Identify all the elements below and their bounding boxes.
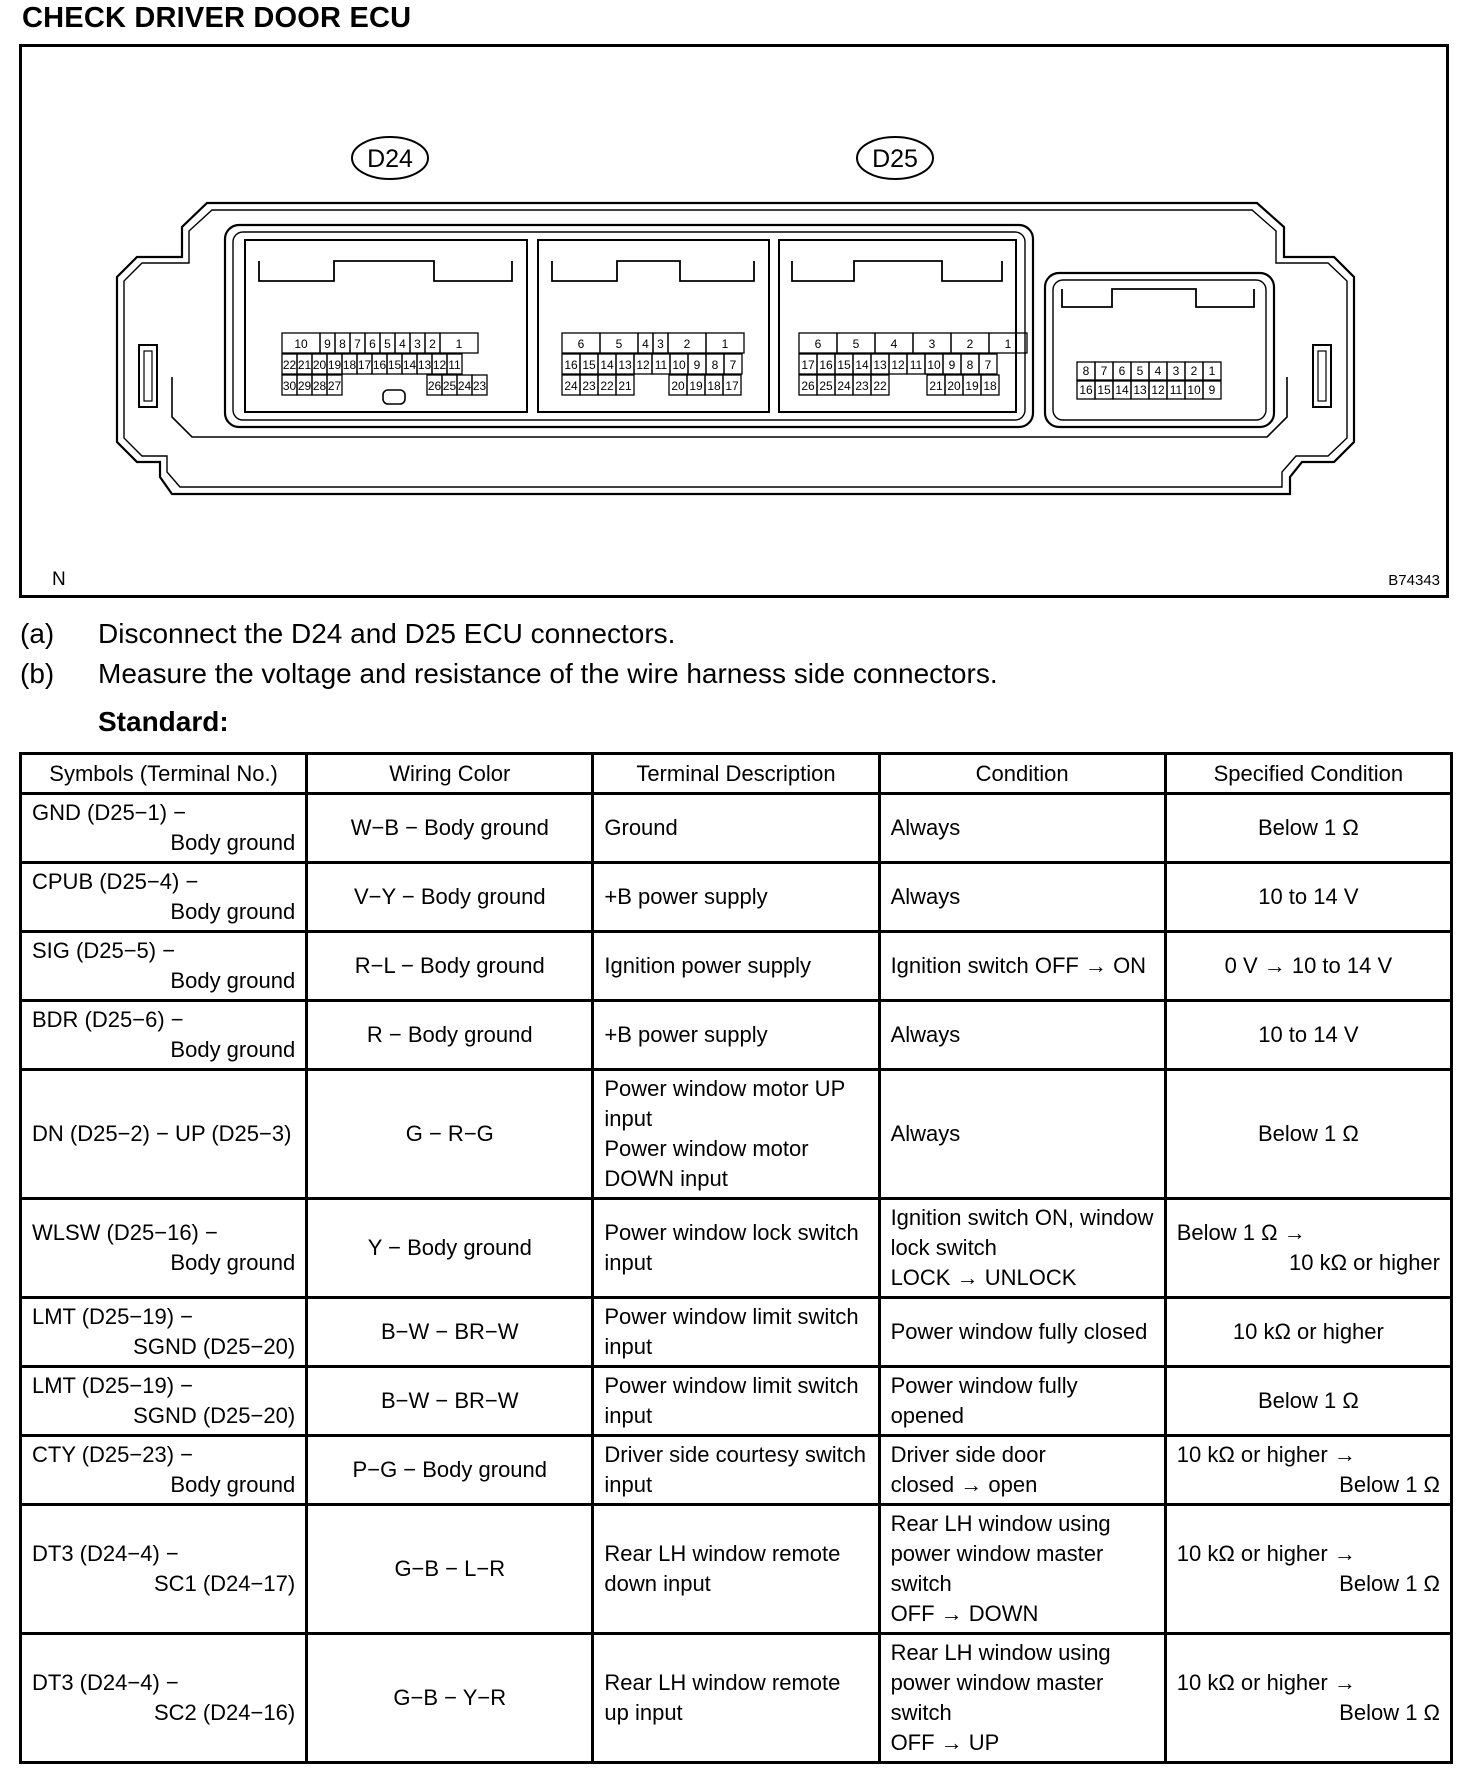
cell-wiring-color: R − Body ground (307, 1001, 593, 1070)
symbol-start: GND (D25−1) − (32, 800, 187, 825)
spec-start: 10 kΩ or higher → (1176, 1670, 1356, 1695)
table-row (21, 1505, 1452, 1634)
pin-number: 19 (689, 379, 703, 393)
cell-wiring-color: W−B − Body ground (307, 794, 593, 863)
connector-d25-label: D25 (872, 145, 918, 173)
pin-number: 8 (339, 337, 346, 351)
cell-terminal-description: Rear LH window remote down input (593, 1505, 879, 1634)
pin-number: 5 (852, 337, 860, 351)
spec-start: Below 1 Ω → (1176, 1220, 1306, 1245)
symbol-start: DT3 (D24−4) − (32, 1670, 179, 1695)
pin-number: 2 (429, 337, 436, 351)
cell-symbols (21, 932, 307, 1001)
pin-number: 21 (929, 379, 943, 393)
connector-pin-grids (282, 333, 1221, 399)
symbol-start: SIG (D25−5) − (32, 938, 176, 963)
spec-end: 10 kΩ or higher (1289, 1250, 1440, 1275)
cell-condition: Rear LH window using power window master switch OFF → DOWN (879, 1505, 1165, 1634)
symbol-end: SGND (D25−20) (133, 1403, 296, 1428)
table-header-row (21, 754, 1452, 794)
pin-number: 19 (965, 379, 979, 393)
pin-number: 18 (983, 379, 997, 393)
cell-wiring-color: G−B − L−R (307, 1505, 593, 1634)
cell-symbols (21, 1505, 307, 1634)
pin-number: 28 (312, 379, 327, 393)
symbol-start: CTY (D25−23) − (32, 1442, 194, 1467)
pin-number: 15 (387, 358, 402, 372)
pin-number: 22 (600, 379, 614, 393)
pin-number: 4 (399, 337, 406, 351)
pin-number: 24 (564, 379, 578, 393)
pin-number: 15 (1097, 383, 1111, 397)
header-specified-condition: Specified Condition (1165, 754, 1451, 794)
small-connector-frame (1045, 273, 1274, 427)
cell-terminal-description: +B power supply (593, 863, 879, 932)
cell-symbols (21, 863, 307, 932)
spec-start: 10 to 14 V (1258, 884, 1359, 909)
symbol-end: Body ground (170, 1250, 296, 1275)
pin-number: 1 (721, 337, 729, 351)
pin-number: 5 (615, 337, 623, 351)
cell-condition: Always (879, 863, 1165, 932)
symbol-start: LMT (D25−19) − (32, 1373, 194, 1398)
pin-number: 9 (324, 337, 331, 351)
cell-wiring-color: Y − Body ground (307, 1199, 593, 1298)
pin-number: 10 (927, 358, 941, 372)
header-terminal-description: Terminal Description (593, 754, 879, 794)
cell-symbols (21, 1436, 307, 1505)
pin-number: 3 (928, 337, 936, 351)
cell-terminal-description: Driver side courtesy switch input (593, 1436, 879, 1505)
connector-d24-label: D24 (367, 145, 413, 173)
pin-number: 8 (1082, 364, 1090, 378)
pin-number: 29 (297, 379, 312, 393)
pin-number: 2 (966, 337, 974, 351)
pin-number: 18 (342, 358, 357, 372)
cell-condition: Always (879, 794, 1165, 863)
pin-number: 3 (657, 337, 664, 351)
cell-specified-condition (1165, 1070, 1451, 1199)
pin-number: 16 (1079, 383, 1093, 397)
pin-number: 23 (855, 379, 869, 393)
header-symbols: Symbols (Terminal No.) (21, 754, 307, 794)
pin-number: 15 (582, 358, 596, 372)
spec-start: 10 to 14 V (1258, 1022, 1359, 1047)
cell-symbols (21, 1367, 307, 1436)
cell-symbols (21, 1199, 307, 1298)
pin-number: 14 (600, 358, 614, 372)
pin-number: 14 (402, 358, 417, 372)
pin-number: 3 (414, 337, 421, 351)
pin-number: 8 (711, 358, 719, 372)
pin-number: 17 (801, 358, 815, 372)
cell-terminal-description: Power window limit switch input (593, 1298, 879, 1367)
pin-number: 26 (801, 379, 815, 393)
pin-number: 4 (1154, 364, 1162, 378)
pin-number: 5 (1136, 364, 1144, 378)
pin-number: 11 (909, 358, 923, 372)
figure-code: B74343 (1388, 572, 1440, 589)
pin-number: 10 (294, 337, 308, 351)
pin-number: 2 (683, 337, 691, 351)
symbol-start: CPUB (D25−4) − (32, 869, 199, 894)
pin-number: 18 (707, 379, 721, 393)
cell-specified-condition (1165, 794, 1451, 863)
pin-number: 10 (672, 358, 686, 372)
pin-number: 7 (729, 358, 737, 372)
connector-figure (19, 44, 1449, 598)
table-row (21, 794, 1452, 863)
cell-symbols (21, 1001, 307, 1070)
symbol-end: Body ground (170, 968, 296, 993)
step-b-label: (b) (20, 658, 55, 689)
table-row (21, 1298, 1452, 1367)
table-row (21, 1634, 1452, 1763)
cell-terminal-description: Ignition power supply (593, 932, 879, 1001)
spec-end: Below 1 Ω (1339, 1700, 1440, 1725)
table-row (21, 863, 1452, 932)
pin-number: 16 (564, 358, 578, 372)
cell-condition: Ignition switch ON, window lock switch LOCK → UNLOCK (879, 1199, 1165, 1298)
spec-start: Below 1 Ω (1257, 1121, 1359, 1146)
cell-terminal-description: Ground (593, 794, 879, 863)
pin-number: 7 (354, 337, 361, 351)
standard-table (19, 752, 1453, 1764)
pin-number: 13 (1133, 383, 1147, 397)
cell-wiring-color: P−G − Body ground (307, 1436, 593, 1505)
spec-start: Below 1 Ω (1257, 1388, 1359, 1413)
symbol-start: BDR (D25−6) − (32, 1007, 184, 1032)
cell-wiring-color: B−W − BR−W (307, 1298, 593, 1367)
pin-number: 25 (442, 379, 457, 393)
symbol-end: SC1 (D24−17) (153, 1571, 296, 1596)
pin-number: 25 (819, 379, 833, 393)
pin-number: 1 (455, 337, 463, 351)
cell-condition: Ignition switch OFF → ON (879, 932, 1165, 1001)
pin-number: 15 (837, 358, 851, 372)
pin-number: 7 (1100, 364, 1108, 378)
step-a-text: Disconnect the D24 and D25 ECU connectors. (98, 618, 676, 649)
cell-terminal-description: Rear LH window remote up input (593, 1634, 879, 1763)
pin-number: 12 (891, 358, 905, 372)
cell-specified-condition (1165, 1298, 1451, 1367)
pin-number: 13 (618, 358, 632, 372)
cell-symbols (21, 1070, 307, 1199)
standard-label: Standard: (98, 706, 229, 737)
symbol-start: LMT (D25−19) − (32, 1304, 194, 1329)
pin-number: 21 (297, 358, 312, 372)
pin-number: 12 (636, 358, 650, 372)
cell-specified-condition (1165, 1634, 1451, 1763)
pin-number: 12 (1151, 383, 1165, 397)
pin-number: 13 (417, 358, 432, 372)
cell-terminal-description: +B power supply (593, 1001, 879, 1070)
pin-number: 26 (427, 379, 442, 393)
symbol-end: Body ground (170, 1037, 296, 1062)
pin-number: 3 (1172, 364, 1180, 378)
spec-start: 0 V → 10 to 14 V (1224, 953, 1393, 978)
cell-specified-condition (1165, 863, 1451, 932)
pin-number: 24 (837, 379, 851, 393)
pin-number: 20 (947, 379, 961, 393)
pin-number: 22 (282, 358, 297, 372)
table-row (21, 1367, 1452, 1436)
pin-number: 19 (327, 358, 342, 372)
cell-condition: Always (879, 1070, 1165, 1199)
pin-number: 17 (725, 379, 739, 393)
cell-terminal-description: Power window limit switch input (593, 1367, 879, 1436)
pin-number: 6 (1118, 364, 1126, 378)
pin-number: 11 (654, 358, 668, 372)
pin-number: 2 (1190, 364, 1198, 378)
step-a-label: (a) (20, 618, 55, 649)
pin-number: 22 (873, 379, 887, 393)
step-b (20, 658, 998, 690)
pin-number: 30 (282, 379, 297, 393)
cell-wiring-color: R−L − Body ground (307, 932, 593, 1001)
main-connector-frame (225, 225, 1033, 427)
cell-specified-condition (1165, 1367, 1451, 1436)
pin-number: 17 (357, 358, 372, 372)
pin-number: 11 (448, 358, 461, 372)
table-row (21, 1001, 1452, 1070)
pin-number: 11 (1169, 383, 1183, 397)
pin-number: 16 (819, 358, 833, 372)
cell-wiring-color: G − R−G (307, 1070, 593, 1199)
cell-wiring-color: B−W − BR−W (307, 1367, 593, 1436)
header-condition: Condition (879, 754, 1165, 794)
cell-symbols (21, 1634, 307, 1763)
pin-number: 1 (1208, 364, 1216, 378)
step-b-text: Measure the voltage and resistance of the wire harness side connectors. (98, 658, 998, 689)
cell-wiring-color: V−Y − Body ground (307, 863, 593, 932)
cell-condition: Driver side door closed → open (879, 1436, 1165, 1505)
cell-condition: Always (879, 1001, 1165, 1070)
pin-number: 14 (1115, 383, 1129, 397)
symbol-start: DN (D25−2) − UP (D25−3) (32, 1121, 292, 1146)
pin-number: 9 (693, 358, 701, 372)
pin-number: 23 (472, 379, 487, 393)
cell-terminal-description: Power window lock switch input (593, 1199, 879, 1298)
spec-start: Below 1 Ω (1257, 815, 1359, 840)
cell-specified-condition (1165, 1436, 1451, 1505)
pin-number: 13 (873, 358, 887, 372)
table-row (21, 932, 1452, 1001)
pin-number: 8 (966, 358, 974, 372)
spec-start: 10 kΩ or higher (1232, 1319, 1384, 1344)
pin-number: 6 (577, 337, 585, 351)
cell-wiring-color: G−B − Y−R (307, 1634, 593, 1763)
pin-number: 23 (582, 379, 596, 393)
symbol-start: WLSW (D25−16) − (32, 1220, 218, 1245)
pin-number: 9 (948, 358, 956, 372)
pin-number: 6 (369, 337, 376, 351)
pin-number: 9 (1208, 383, 1216, 397)
pin-number: 27 (327, 379, 342, 393)
pin-number: 4 (642, 337, 649, 351)
cell-specified-condition (1165, 932, 1451, 1001)
symbol-start: DT3 (D24−4) − (32, 1541, 179, 1566)
pin-number: 24 (457, 379, 472, 393)
pin-number: 6 (814, 337, 822, 351)
pin-number: 5 (384, 337, 391, 351)
cell-condition: Power window fully closed (879, 1298, 1165, 1367)
step-a (20, 618, 675, 650)
cell-symbols (21, 794, 307, 863)
symbol-end: SC2 (D24−16) (153, 1700, 296, 1725)
ecu-connector-diagram (22, 47, 1446, 595)
page-title: CHECK DRIVER DOOR ECU (22, 2, 412, 34)
pin-number: 14 (855, 358, 869, 372)
cell-condition: Rear LH window using power window master switch OFF → UP (879, 1634, 1165, 1763)
table-row (21, 1070, 1452, 1199)
pin-number: 4 (890, 337, 898, 351)
pin-number: 1 (1004, 337, 1012, 351)
cell-symbols (21, 1298, 307, 1367)
header-wiring-color: Wiring Color (307, 754, 593, 794)
spec-end: Below 1 Ω (1339, 1571, 1440, 1596)
table-row (21, 1436, 1452, 1505)
spec-end: Below 1 Ω (1339, 1472, 1440, 1497)
symbol-end: Body ground (170, 1472, 296, 1497)
table-row (21, 1199, 1452, 1298)
pin-number: 12 (432, 358, 447, 372)
spec-start: 10 kΩ or higher → (1176, 1541, 1356, 1566)
cell-specified-condition (1165, 1505, 1451, 1634)
pin-number: 7 (984, 358, 992, 372)
cell-specified-condition (1165, 1199, 1451, 1298)
figure-corner-label: N (52, 569, 66, 590)
symbol-end: Body ground (170, 830, 296, 855)
cell-condition: Power window fully opened (879, 1367, 1165, 1436)
pin-number: 21 (618, 379, 632, 393)
pin-number: 16 (372, 358, 387, 372)
cell-specified-condition (1165, 1001, 1451, 1070)
pin-number: 20 (312, 358, 327, 372)
symbol-end: SGND (D25−20) (133, 1334, 296, 1359)
pin-number: 10 (1187, 383, 1201, 397)
pin-number: 20 (671, 379, 685, 393)
spec-start: 10 kΩ or higher → (1176, 1442, 1356, 1467)
cell-terminal-description: Power window motor UP input Power window motor DOWN input (593, 1070, 879, 1199)
symbol-end: Body ground (170, 899, 296, 924)
